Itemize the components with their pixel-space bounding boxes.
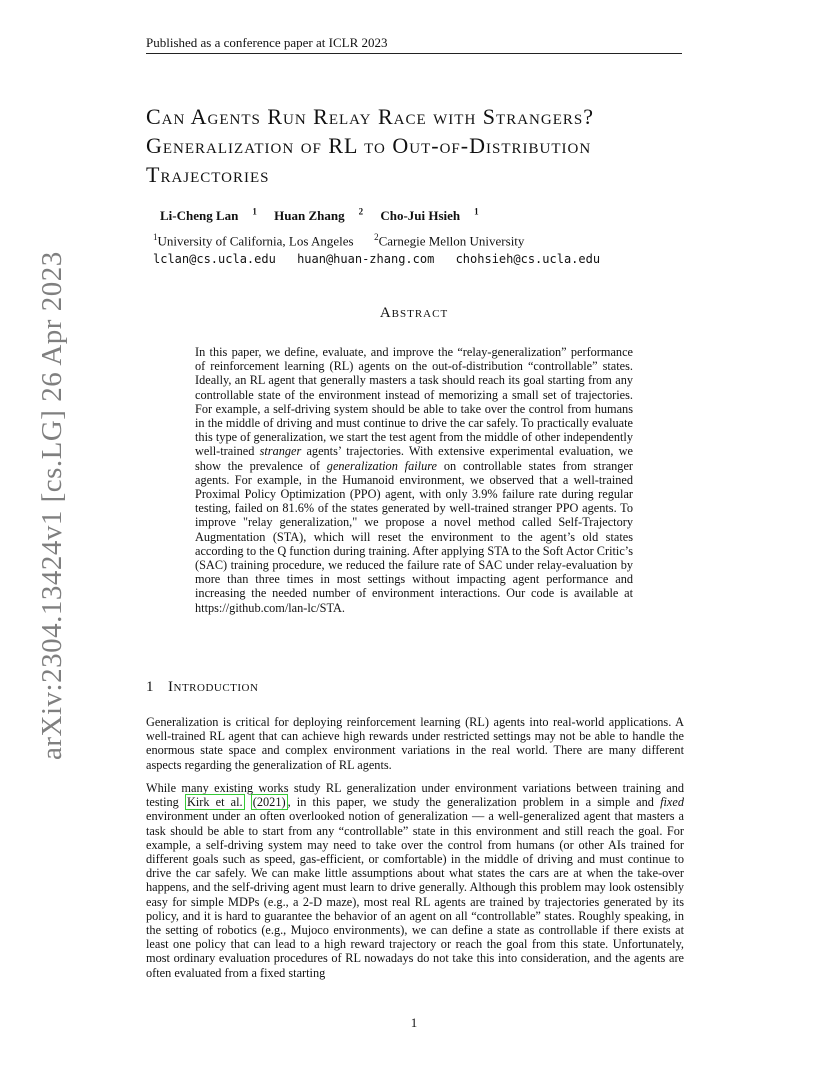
paragraph-span: , in this paper, we study the generalization problem in a simple and (287, 795, 661, 810)
paragraph-span: While many existing works study RL generalization under environment variations between training and testing (146, 781, 684, 810)
intro-paragraph-2 (146, 781, 684, 980)
abstract-span: on controllable states from stranger agents. For example, in the Humanoid environment, we observed that a well-trained Proximal Policy Optimization (PPO) agent, with only 3.9% failure rate during regular testing, failed on 81.6% of the states generated by well-trained stranger PPO agents. To improve "relay generalization," we propose a novel method called Self-Trajectory Augmentation (STA), which will reset the environment to the agent’s old states according to the Q function during training. After applying STA to the Soft Actor Critic’s (SAC) training procedure, we reduced the failure rate of SAC under relay-evaluation by more than three times in most settings without impacting agent performance and increasing the needed number of environment interactions. Our code is available at https://github.com/lan-lc/STA. (195, 458, 634, 615)
author-sup: 1 (474, 207, 479, 217)
abstract-emphasis: generalization failure (326, 458, 438, 473)
author-name: Cho-Jui Hsieh (380, 208, 461, 224)
header-rule (146, 53, 682, 54)
author-name: Li-Cheng Lan (160, 208, 239, 224)
section-number: 1 (146, 679, 154, 695)
title-line-3: Trajectories (146, 162, 270, 187)
abstract-span: agents’ trajectories. With extensive experimental evaluation, we show the prevalence of (195, 444, 633, 473)
author-name: Huan Zhang (274, 208, 345, 224)
author (274, 208, 363, 223)
email-list (153, 252, 614, 266)
abstract-emphasis: stranger (259, 444, 302, 459)
paragraph-span: environment under an often overlooked notion of generalization — a well-generalized agent that masters a task should be able to start from any “controllable” state in this environment and still reach the goal. For example, a self-driving system may need to take over the control from humans (or other AIs trained for different goals such as speed, gas-efficient, or comfortable) in the middle of driving and must continue to drive the car safely. We can make little assumptions about what states the cars are at when the take-over happens, and the self-driving agent must learn to drive generally. Although this problem may look ostensibly easy for simple MDPs (e.g., a 2-D maze), most real RL agents are trained by trajectories generated by its policy, and it is hard to guarantee the behavior of an agent on all “controllable” states. Roughly speaking, in the setting of robotics (e.g., Mujoco environments), we can define a state as controllable if there exists at least one policy that can lead to a high reward trajectory or reach the goal from this state. Unfortunately, most ordinary evaluation procedures of RL nowadays do not take this into consideration, and the agents are often evaluated from a fixed starting (146, 809, 684, 980)
intro-paragraph-1: Generalization is critical for deploying reinforcement learning (RL) agents into real-world applications. A well-trained RL agent that can achieve high rewards under restricted settings may not be able to handle the enormous state space and complex environment variations in the real world. There are many different aspects regarding the generalization of RL agents. (146, 715, 684, 772)
title-line-2: Generalization of RL to Out-of-Distribution (146, 133, 592, 158)
abstract-heading: Abstract (379, 305, 449, 321)
author-list (160, 207, 493, 224)
abstract-text (195, 345, 633, 615)
section-heading (146, 679, 258, 696)
title-line-1: Can Agents Run Relay Race with Strangers? (146, 104, 594, 129)
running-header: Published as a conference paper at ICLR 2023 (146, 35, 388, 50)
email: huan@huan-zhang.com (297, 252, 435, 266)
author-sup: 2 (358, 207, 364, 217)
email: lclan@cs.ucla.edu (153, 252, 276, 266)
affil-sup: 1 (153, 232, 158, 242)
abstract-span: In this paper, we define, evaluate, and improve the “relay-generalization” performance of reinforcement learning (RL) agents on the out-of-distribution “controllable” states. Ideally, an RL agent that generally masters a task should reach its goal starting from any controllable state of the environment instead of memorizing a small set of trajectories. For example, a self-driving system should be able to take over the control from humans in the middle of driving and must continue to drive the car safely. To practically evaluate this type of generalization, we start the test agent from the middle of other independently well-trained (195, 345, 633, 459)
section-title: Introduction (168, 679, 259, 695)
paper-title (146, 102, 706, 189)
email: chohsieh@cs.ucla.edu (455, 252, 601, 266)
citation-link[interactable]: Kirk et al. (186, 795, 243, 810)
author (380, 208, 478, 223)
author (160, 208, 257, 223)
page-number: 1 (410, 1015, 418, 1030)
affil-name: Carnegie Mellon University (378, 233, 525, 249)
affil-sup: 2 (374, 232, 379, 242)
paragraph-emphasis: fixed (660, 795, 684, 810)
arxiv-stamp: arXiv:2304.13424v1 [cs.LG] 26 Apr 2023 (36, 251, 68, 760)
citation-year-link[interactable]: (2021) (252, 795, 286, 810)
affiliations (153, 232, 524, 249)
author-sup: 1 (252, 207, 257, 217)
affil-name: University of California, Los Angeles (157, 233, 354, 249)
